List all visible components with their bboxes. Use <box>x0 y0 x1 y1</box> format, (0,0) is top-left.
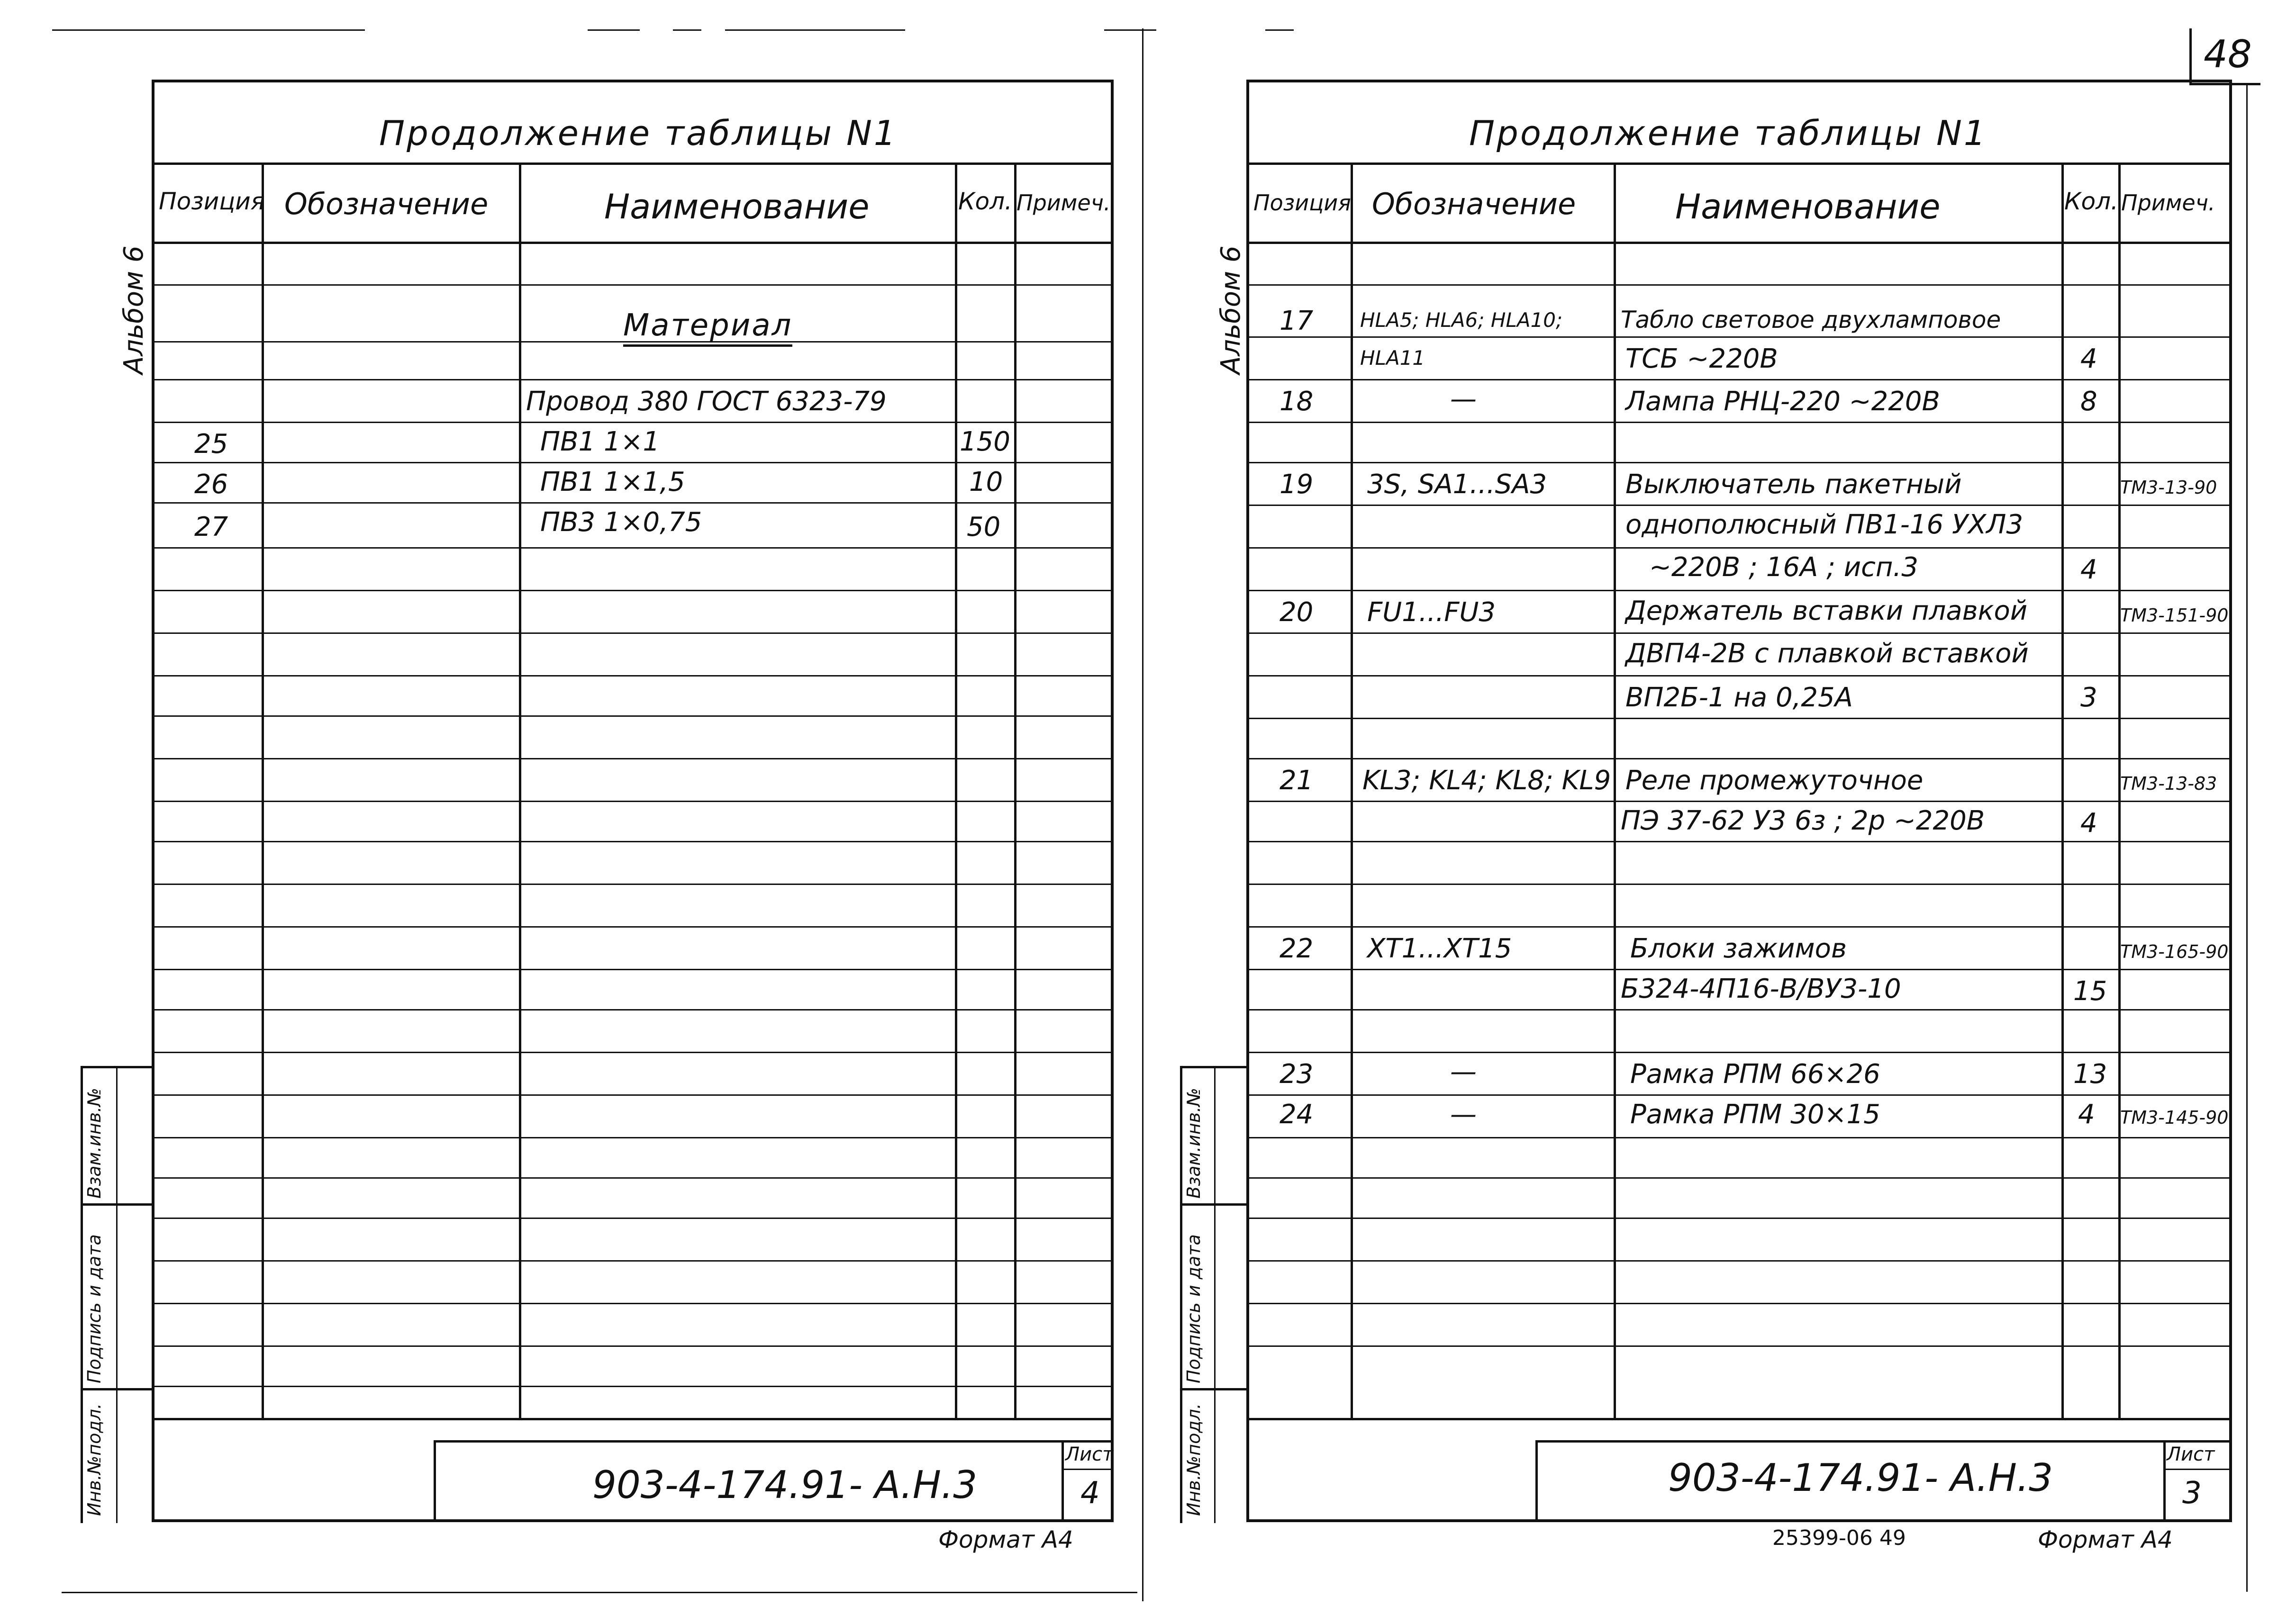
right-side-label-replace: Взам.инв.№ <box>1183 1088 1204 1199</box>
right-col-line-2 <box>1614 162 1616 1418</box>
right-row-line <box>1246 1177 2232 1179</box>
left-header-separator <box>152 242 1114 244</box>
center-fold-line <box>1142 28 1143 1601</box>
left-row-pos: 26 <box>194 469 228 500</box>
right-row-designation: — <box>1450 384 1477 415</box>
left-row-line <box>152 462 1114 463</box>
right-row-name: Выключатель пакетный <box>1625 469 1962 500</box>
right-row-designation: KL3; KL4; KL8; KL9 <box>1362 765 1611 796</box>
right-header-qty: Кол. <box>2064 188 2118 215</box>
right-titleblock-sheet-line <box>2163 1469 2232 1470</box>
left-header-designation: Обозначение <box>284 187 489 221</box>
left-row-line <box>152 284 1114 286</box>
scan-mark <box>673 29 701 31</box>
right-album-label: Альбом 6 <box>1216 245 1246 374</box>
right-row-line <box>1246 884 2232 885</box>
right-row-name: Табло световое двухламповое <box>1621 306 2001 334</box>
right-row-qty: 4 <box>2080 343 2097 374</box>
right-row-line <box>1246 590 2232 591</box>
left-row-line <box>152 547 1114 549</box>
right-side-stamp-mid <box>1214 1066 1216 1523</box>
right-row-line <box>1246 841 2232 842</box>
right-row-line <box>1246 379 2232 380</box>
left-row-name: Провод 380 ГОСТ 6323-79 <box>526 386 887 417</box>
right-row-line <box>1246 1260 2232 1262</box>
right-row-line <box>1246 505 2232 506</box>
right-doc-code: 903-4-174.91- А.Н.3 <box>1668 1456 2053 1500</box>
right-row-designation: FU1...FU3 <box>1367 597 1496 628</box>
right-row-line <box>1246 1094 2232 1096</box>
right-row-note: ТМ3-13-90 <box>2120 477 2217 498</box>
left-row-pos: 27 <box>194 512 228 542</box>
left-row-line <box>152 926 1114 928</box>
right-row-line <box>1246 1303 2232 1304</box>
right-row-note: ТМ3-151-90 <box>2120 605 2229 626</box>
right-row-designation: — <box>1450 1056 1477 1087</box>
right-row-line <box>1246 632 2232 634</box>
right-side-label-sign: Подпись и дата <box>1183 1234 1204 1383</box>
right-row-line <box>1246 422 2232 423</box>
right-row-line <box>1246 462 2232 463</box>
left-row-line <box>152 884 1114 885</box>
scan-mark <box>52 29 365 31</box>
left-row-line <box>152 1218 1114 1219</box>
left-col-line-3 <box>955 162 957 1418</box>
right-row-line <box>1246 675 2232 677</box>
right-header-note: Примеч. <box>2121 190 2215 216</box>
right-row-qty: 13 <box>2073 1059 2107 1090</box>
right-row-qty: 4 <box>2080 808 2097 839</box>
right-row-name: ТСБ ~220В <box>1625 343 1778 374</box>
left-row-qty: 10 <box>969 467 1003 497</box>
left-side-label-inv: Инв.№подл. <box>84 1403 105 1516</box>
left-titleblock-left <box>434 1440 436 1522</box>
right-col-line-3 <box>2061 162 2064 1418</box>
left-side-label-replace: Взам.инв.№ <box>84 1088 105 1199</box>
left-row-line <box>152 422 1114 423</box>
right-header-designation: Обозначение <box>1372 187 1576 221</box>
right-row-pos: 24 <box>1280 1099 1314 1130</box>
right-header-separator <box>1246 242 2232 244</box>
right-sheet-label: Лист <box>2167 1444 2215 1465</box>
left-titleblock-sheet-line <box>1062 1469 1114 1470</box>
right-titleblock-sheet-sep <box>2163 1440 2166 1522</box>
left-row-line <box>152 1260 1114 1262</box>
right-row-line <box>1246 1052 2232 1053</box>
right-row-line <box>1246 1218 2232 1219</box>
right-row-qty: 4 <box>2080 554 2097 585</box>
right-titleblock-top <box>1535 1440 2232 1443</box>
right-row-name: ДВП4-2В с плавкой вставкой <box>1625 638 2029 669</box>
left-side-label-sign: Подпись и дата <box>84 1234 105 1383</box>
right-row-pos: 19 <box>1280 469 1314 500</box>
right-row-line <box>1246 1009 2232 1010</box>
right-row-line <box>1246 758 2232 759</box>
right-row-pos: 21 <box>1280 765 1314 796</box>
right-sheet-number: 3 <box>2182 1476 2202 1511</box>
right-row-pos: 18 <box>1280 386 1314 417</box>
right-row-qty: 8 <box>2080 386 2097 417</box>
left-row-qty: 50 <box>967 512 1001 542</box>
right-row-name: Реле промежуточное <box>1625 765 1924 796</box>
left-header-pos: Позиция <box>159 188 265 215</box>
left-header-note: Примеч. <box>1016 190 1111 216</box>
right-row-line <box>1246 284 2232 286</box>
right-col-line-1 <box>1351 162 1353 1418</box>
right-row-name: Держатель вставки плавкой <box>1625 595 2028 626</box>
left-doc-code: 903-4-174.91- А.Н.3 <box>592 1463 978 1507</box>
right-header-pos: Позиция <box>1253 190 1351 216</box>
left-format-label: Формат А4 <box>938 1526 1073 1553</box>
right-row-qty: 15 <box>2073 976 2107 1007</box>
left-sheet-number: 4 <box>1080 1476 1100 1511</box>
left-col-line-2 <box>519 162 521 1418</box>
left-row-name: ПВ1 1×1,5 <box>540 467 685 497</box>
left-album-label: Альбом 6 <box>118 245 149 374</box>
left-row-line <box>152 1137 1114 1138</box>
left-row-line <box>152 1052 1114 1053</box>
left-row-line <box>152 1345 1114 1347</box>
left-row-line <box>152 758 1114 759</box>
left-row-pos: 25 <box>194 429 228 460</box>
right-row-line <box>1246 718 2232 719</box>
right-row-name: ВП2Б-1 на 0,25А <box>1625 682 1853 713</box>
left-title-separator <box>152 162 1114 165</box>
right-row-name: ПЭ 37-62 У3 6з ; 2р ~220В <box>1621 805 1985 836</box>
left-col-line-1 <box>262 162 264 1418</box>
right-side-stamp-line <box>1180 1388 1246 1390</box>
right-row-name: Рамка РПМ 30×15 <box>1630 1099 1880 1130</box>
left-row-name: Материал <box>623 310 792 347</box>
right-edge-line <box>2246 85 2248 1592</box>
right-row-name: Лампа РНЦ-220 ~220В <box>1625 386 1940 417</box>
left-col-line-4 <box>1014 162 1016 1418</box>
right-row-designation: XT1...XT15 <box>1367 933 1512 964</box>
right-row-name: ~220В ; 16А ; исп.3 <box>1649 552 1918 583</box>
right-row-designation: — <box>1450 1099 1477 1130</box>
right-table-bottom <box>1246 1418 2232 1420</box>
right-row-pos: 23 <box>1280 1059 1314 1090</box>
right-row-name: однополюсный ПВ1-16 УХЛ3 <box>1625 509 2024 540</box>
right-row-name: Блоки зажимов <box>1630 933 1847 964</box>
scan-mark <box>1265 29 1294 31</box>
right-row-line <box>1246 969 2232 970</box>
right-row-line <box>1246 1137 2232 1138</box>
right-row-note: ТМ3-13-83 <box>2120 773 2217 794</box>
right-titleblock-left <box>1535 1440 1538 1522</box>
scan-mark <box>1104 29 1156 31</box>
right-row-designation: 3S, SA1...SA3 <box>1367 469 1547 500</box>
left-header-name: Наименование <box>604 187 870 226</box>
right-row-line <box>1246 926 2232 928</box>
left-side-stamp-mid <box>116 1066 118 1523</box>
left-row-line <box>152 675 1114 677</box>
left-row-name: ПВ3 1×0,75 <box>540 507 702 538</box>
left-row-qty: 150 <box>960 426 1010 457</box>
left-row-line <box>152 1094 1114 1096</box>
left-titleblock-sheet-sep <box>1062 1440 1064 1522</box>
left-row-line <box>152 1303 1114 1304</box>
left-row-line <box>152 632 1114 634</box>
right-title-separator <box>1246 162 2232 165</box>
right-format-label: Формат А4 <box>2038 1526 2173 1553</box>
left-row-line <box>152 1177 1114 1179</box>
left-table-title: Продолжение таблицы N1 <box>379 113 898 153</box>
page-number: 48 <box>2204 32 2252 76</box>
left-row-line <box>152 801 1114 802</box>
left-table-bottom <box>152 1418 1114 1420</box>
left-row-name: ПВ1 1×1 <box>540 426 660 457</box>
left-side-stamp-edge <box>81 1066 83 1523</box>
right-table-title: Продолжение таблицы N1 <box>1469 113 1987 153</box>
scan-mark <box>588 29 640 31</box>
right-row-line <box>1246 547 2232 549</box>
left-header-qty: Кол. <box>958 188 1012 215</box>
left-row-line <box>152 715 1114 717</box>
left-row-line <box>152 379 1114 380</box>
right-row-line <box>1246 336 2232 338</box>
scan-mark <box>725 29 905 31</box>
left-row-line <box>152 841 1114 842</box>
left-row-line <box>152 1009 1114 1010</box>
right-side-stamp-line <box>1180 1203 1246 1206</box>
right-row-pos: 22 <box>1280 933 1314 964</box>
right-row-line <box>1246 1345 2232 1347</box>
right-row-pos: 20 <box>1280 597 1314 628</box>
page-number-box-left <box>2189 28 2192 85</box>
left-row-line <box>152 1386 1114 1387</box>
right-row-designation: HLA11 <box>1360 346 1425 370</box>
right-row-note: ТМ3-145-90 <box>2120 1107 2229 1128</box>
left-row-line <box>152 969 1114 970</box>
left-row-line <box>152 590 1114 591</box>
right-row-designation: HLA5; HLA6; HLA10; <box>1360 308 1563 332</box>
right-row-name: Рамка РПМ 66×26 <box>1630 1059 1880 1090</box>
right-side-stamp-edge <box>1180 1066 1182 1523</box>
left-titleblock-top <box>434 1440 1114 1443</box>
right-header-name: Наименование <box>1675 187 1941 226</box>
right-row-note: ТМ3-165-90 <box>2120 941 2229 962</box>
right-row-qty: 3 <box>2080 682 2097 713</box>
bottom-scan-line <box>62 1592 1137 1593</box>
right-row-name: Б324-4П16-В/ВУ3-10 <box>1621 974 1901 1004</box>
left-row-line <box>152 502 1114 504</box>
right-side-stamp-line <box>1180 1066 1246 1068</box>
right-row-qty: 4 <box>2078 1099 2095 1130</box>
right-side-label-inv: Инв.№подл. <box>1183 1403 1204 1516</box>
left-sheet-label: Лист <box>1065 1444 1114 1465</box>
right-row-pos: 17 <box>1280 306 1314 336</box>
right-archive-number: 25399-06 49 <box>1772 1526 1906 1550</box>
right-row-line <box>1246 801 2232 802</box>
